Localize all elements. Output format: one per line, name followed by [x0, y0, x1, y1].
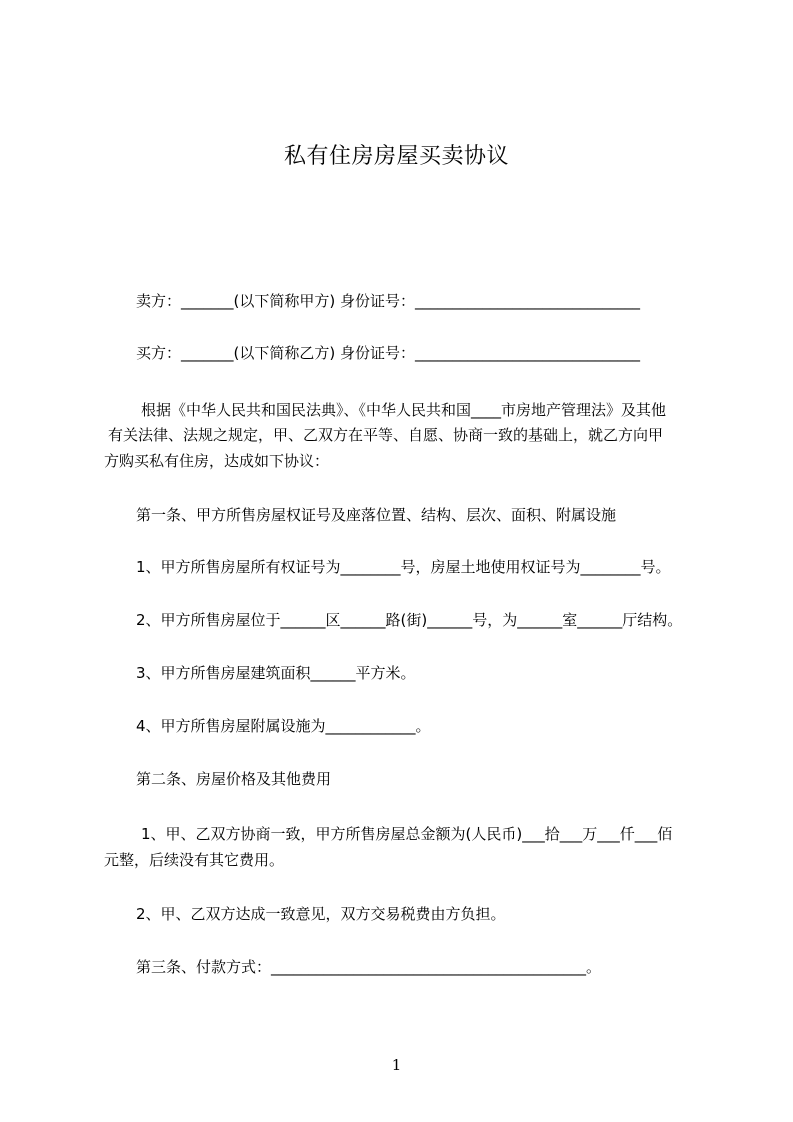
- article-2-item-2: 2、甲、乙双方达成一致意见，双方交易税费由方负担。: [136, 905, 506, 923]
- document-title: 私有住房房屋买卖协议: [283, 144, 509, 169]
- article-2-item-1-line-2: 元整，后续没有其它费用。: [104, 851, 285, 869]
- basis-paragraph-line-2: 有关法律、法规之规定，甲、乙双方在平等、自愿、协商一致的基础上，就乙方向甲: [108, 426, 664, 444]
- article-1-item-2: 2、甲方所售房屋位于______区______路(街)______号，为______室______厅结构。: [136, 611, 683, 629]
- seller-line: 卖方：_______(以下简称甲方) 身份证号：______________________________: [136, 292, 640, 310]
- article-1-item-3: 3、甲方所售房屋建筑面积______平方米。: [136, 664, 416, 682]
- article-1-item-1: 1、甲方所售房屋所有权证号为________号，房屋土地使用权证号为________号。: [136, 558, 671, 576]
- article-3-heading: 第三条、付款方式：__________________________________________。: [136, 958, 602, 976]
- article-2-item-1-line-1: 1、甲、乙双方协商一致，甲方所售房屋总金额为(人民币)___拾___万___仟___佰: [141, 825, 673, 843]
- buyer-line: 买方：_______(以下简称乙方) 身份证号：______________________________: [136, 344, 640, 362]
- page-number: 1: [391, 1056, 402, 1074]
- basis-paragraph-line-3: 方购买私有住房，达成如下协议：: [104, 452, 330, 470]
- article-1-heading: 第一条、甲方所售房屋权证号及座落位置、结构、层次、面积、附属设施: [136, 506, 617, 524]
- article-2-heading: 第二条、房屋价格及其他费用: [136, 770, 332, 788]
- basis-paragraph-line-1: 根据《中华人民共和国民法典》、《中华人民共和国____市房地产管理法》及其他: [141, 401, 667, 419]
- article-1-item-4: 4、甲方所售房屋附属设施为____________。: [136, 717, 431, 735]
